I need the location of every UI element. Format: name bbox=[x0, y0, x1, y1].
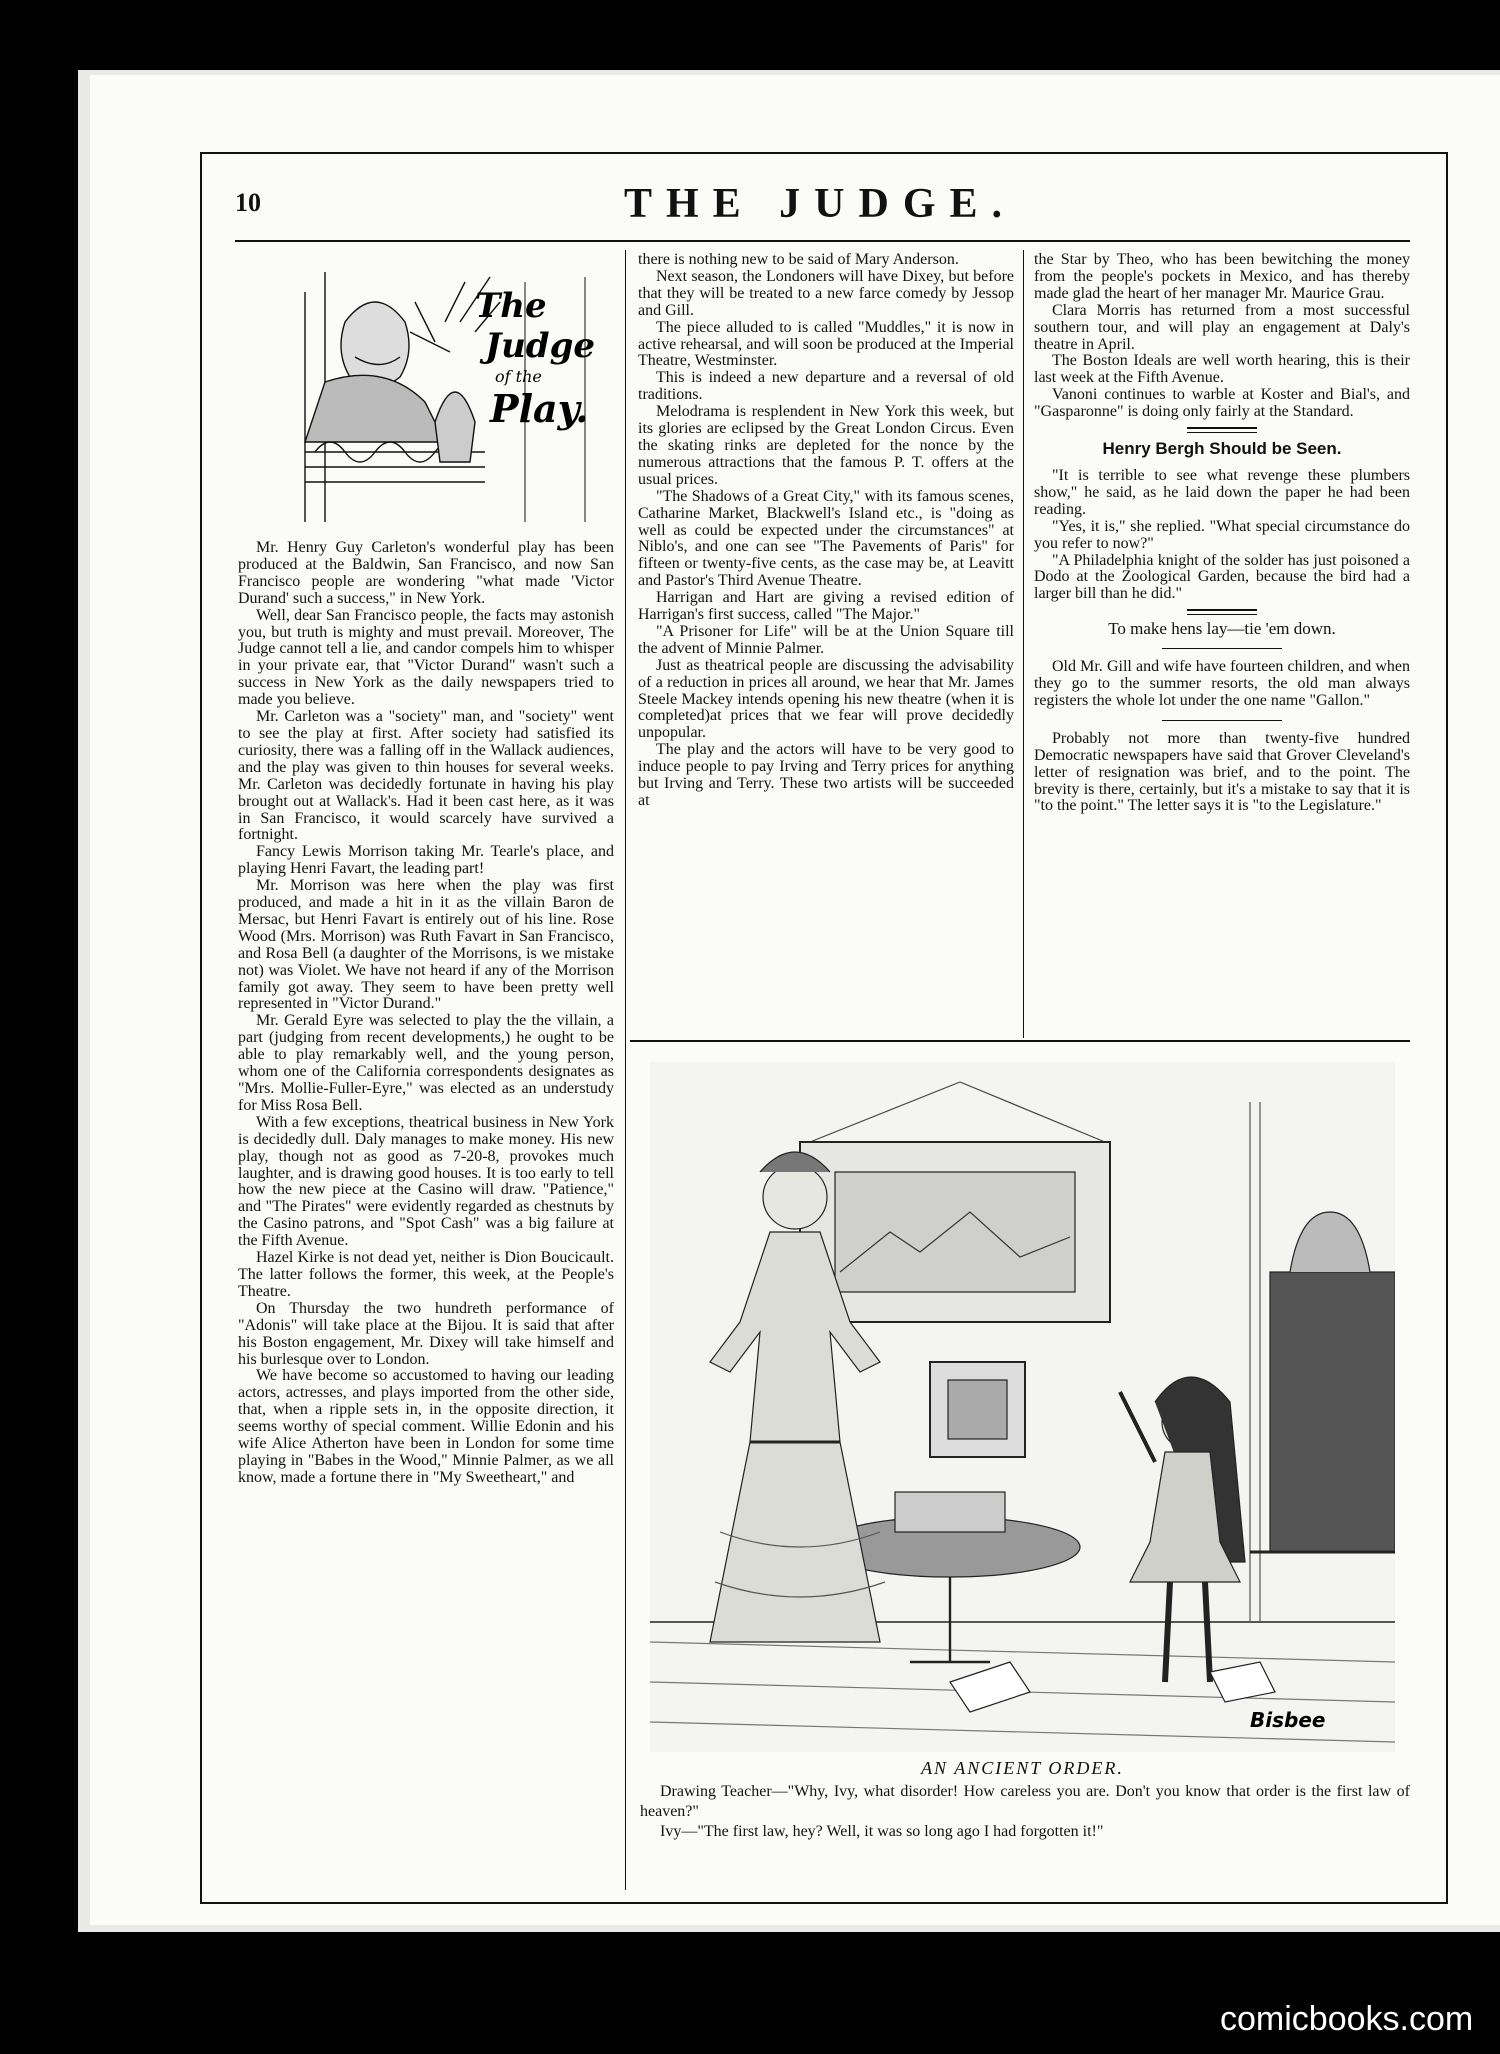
caption-line: Ivy—"The first law, hey? Well, it was so long ago I had forgotten it!" bbox=[660, 1823, 1104, 1840]
col1-paragraph: Mr. Henry Guy Carleton's wonderful play has been produced at the Baldwin, San Francisco, and now San Francisco people are wondering "what made 'Victor Durand' such a success," in New York. bbox=[238, 539, 614, 607]
col3-paragraph: The Boston Ideals are well worth hearing, this is their last week at the Fifth Avenue. bbox=[1034, 352, 1410, 387]
column-divider-2 bbox=[1023, 250, 1024, 1038]
col1-paragraph: On Thursday the two hundreth performance of "Adonis" will take place at the Bijou. It is said that after his Boston engagement, Mr. Dixey will take himself and his burlesque over to London. bbox=[238, 1299, 614, 1368]
cartoon-caption bbox=[640, 1782, 1410, 1842]
illustration-top-rule bbox=[630, 1040, 1410, 1042]
item-divider bbox=[1162, 720, 1282, 721]
masthead-title: THE JUDGE. bbox=[623, 181, 1017, 227]
col3-paragraph: "Yes, it is," she replied. "What special circumstance do you refer to now?" bbox=[1034, 517, 1410, 552]
caption-line: Drawing Teacher—"Why, Ivy, what disorder! How careless you are. Don't you know that order is the first law of heaven?" bbox=[640, 1783, 1410, 1820]
col1-paragraph: Mr. Carleton was a "society" man, and "society" went to see the play at first. After society had satisfied its curiosity, there was a falling off in the Wallack audiences, and the play was given to thin houses for several weeks. Mr. Carleton was decidedly fortunate in having his play brought out at Wallack's. Had it been cast here, as it was in San Francisco, it would scarcely have survived a fortnight. bbox=[238, 708, 614, 844]
hens-joke: To make hens lay—tie 'em down. bbox=[1108, 619, 1336, 639]
col2-paragraph: "A Prisoner for Life" will be at the Union Square till the advent of Minnie Palmer. bbox=[638, 622, 1014, 657]
col1-paragraph: We have become so accustomed to having our leading actors, actresses, and plays imported from the other side, that, when a ripple sets in, in the opposite direction, it seems worthy of special comment. Willie Edonin and his wife Alice Atherton have been in London for some time playing in "Babes in the Wood," Minnie Palmer, as we all know, made a fortune there in "My Sweetheart," and bbox=[238, 1367, 614, 1486]
logo-word-4: Play. bbox=[490, 386, 589, 431]
col2-paragraph: there is nothing new to be said of Mary Anderson. bbox=[638, 251, 959, 268]
col2-paragraph: Just as theatrical people are discussing the advisability of a reduction in prices all around, we hear that Mr. James Steele Mackey intends opening his new theatre (when it is completed)at prices that we fear will prove decidedly unpopular. bbox=[638, 656, 1014, 742]
column-2 bbox=[638, 252, 1014, 810]
watermark: comicbooks.com bbox=[1220, 2000, 1474, 2038]
col1-paragraph: Mr. Gerald Eyre was selected to play the the villain, a part (judging from recent developments,) he ought to be able to play remarkably well, and the young person, whom one of the California correspondents designates as "Mrs. Mollie-Fuller-Eyre," was elected as an understudy for Miss Rosa Bell. bbox=[238, 1012, 614, 1114]
col3-paragraph: "It is terrible to see what revenge these plumbers show," he said, as he laid down the paper he had been reading. bbox=[1034, 466, 1410, 518]
page-number: 10 bbox=[235, 188, 261, 217]
column-1 bbox=[238, 540, 614, 1487]
cartoon-title: AN ANCIENT ORDER. bbox=[921, 1758, 1124, 1778]
col1-paragraph: Hazel Kirke is not dead yet, neither is Dion Boucicault. The latter follows the former, this week, at the People's Theatre. bbox=[238, 1249, 614, 1300]
col2-paragraph: The piece alluded to is called "Muddles," it is now in active rehearsal, and will soon be produced at the Imperial Theatre, Westminster. bbox=[638, 318, 1014, 370]
col3-paragraph: Vanoni continues to warble at Koster and Bial's, and "Gasparonne" is doing only fairly at the Standard. bbox=[1034, 386, 1410, 421]
column-divider-1 bbox=[625, 250, 626, 1890]
section-divider bbox=[1187, 609, 1257, 615]
col2-paragraph: Melodrama is resplendent in New York this week, but its glories are eclipsed by the Great London Circus. Even the skating rinks are depleted for the nonce by the numerous attractions that the famous P. T. offers at the usual prices. bbox=[638, 403, 1014, 488]
judge-of-the-play-logo bbox=[285, 262, 605, 532]
probably-paragraph: Probably not more than twenty-five hundred Democratic newspapers have said that Grover Cleveland's letter of resignation was brief, and to the point. The brevity is there, certainly, but it's a mistake to say that it is "to the point." The letter says it is "to the Legislature." bbox=[1034, 729, 1410, 815]
col2-paragraph: Next season, the Londoners will have Dixey, but before that they will be treated to a new farce comedy by Jessop and Gill. bbox=[638, 267, 1014, 319]
section-divider bbox=[1187, 427, 1257, 433]
logo-word-3: of the bbox=[495, 367, 542, 386]
col3-paragraph: "A Philadelphia knight of the solder has just poisoned a Dodo at the Zoological Garden, because the bird had a larger bill than he did." bbox=[1034, 551, 1410, 603]
col3-paragraph: Clara Morris has returned from a most successful southern tour, and will play an engagement at Daly's theatre in April. bbox=[1034, 301, 1410, 353]
col2-paragraph: Harrigan and Hart are giving a revised edition of Harrigan's first success, called "The Major." bbox=[638, 589, 1014, 624]
column-3 bbox=[1034, 252, 1410, 815]
ancient-order-illustration bbox=[650, 1062, 1395, 1752]
col2-paragraph: The play and the actors will have to be very good to induce people to pay Irving and Terry prices for anything but Irving and Terry. These two artists will be succeeded at bbox=[638, 741, 1014, 809]
artist-signature: Bisbee bbox=[1250, 1708, 1326, 1732]
col3-paragraph: the Star by Theo, who has been bewitching the money from the people's pockets in Mexico, and has thereby made glad the heart of her manager Mr. Maurice Grau. bbox=[1034, 251, 1410, 302]
logo-word-1: The bbox=[475, 286, 547, 326]
col1-paragraph: Mr. Morrison was here when the play was first produced, and made a hit in it as the villain Baron de Mersac, but Henri Favart is entirely out of his line. Rose Wood (Mrs. Morrison) was Ruth Favart in San Francisco, and Rosa Bell (a daughter of the Morrisons, is we mistake not) was Violet. We have not heard if any of the Morrison family got away. They seem to have been pretty well represented in "Victor Durand." bbox=[238, 877, 614, 1013]
col2-paragraph: "The Shadows of a Great City," with its famous scenes, Catharine Market, Blackwell's Island etc., is "doing as well as could be expected under the circumstances" at Niblo's, and one can see "The Pavements of Paris" for fifteen or twenty-five cents, as the case may be, at Leavitt and Pastor's Third Avenue Theatre. bbox=[638, 487, 1014, 590]
col1-paragraph: Well, dear San Francisco people, the facts may astonish you, but truth is mighty and must prevail. Moreover, The Judge cannot tell a lie, and candor compels him to whisper in your private ear, that "Victor Durand" wasn't such a success in New York as the daily newspapers tried to made you believe. bbox=[238, 606, 614, 709]
item-divider bbox=[1162, 648, 1282, 649]
col1-paragraph: With a few exceptions, theatrical business in New York is decidedly dull. Daly manages to make money. His new play, though not as good as 7-20-8, provokes much laughter, and is drawing good houses. It is too early to tell how the new piece at the Casino will draw. "Patience," and "The Pirates" were evidently regarded as chestnuts by the Casino patrons, and "Spot Cash" was a big failure at the Fifth Avenue. bbox=[238, 1113, 614, 1250]
gill-paragraph: Old Mr. Gill and wife have fourteen children, and when they go to the summer resorts, the old man always registers the whole lot under the one name "Gallon." bbox=[1034, 658, 1410, 709]
logo-word-2: Judge bbox=[485, 326, 595, 366]
col2-paragraph: This is indeed a new departure and a reversal of old traditions. bbox=[638, 369, 1014, 404]
header-rule bbox=[235, 240, 1410, 242]
section-heading: Henry Bergh Should be Seen. bbox=[1102, 439, 1342, 459]
col1-paragraph: Fancy Lewis Morrison taking Mr. Tearle's place, and playing Henri Favart, the leading part! bbox=[238, 843, 614, 878]
